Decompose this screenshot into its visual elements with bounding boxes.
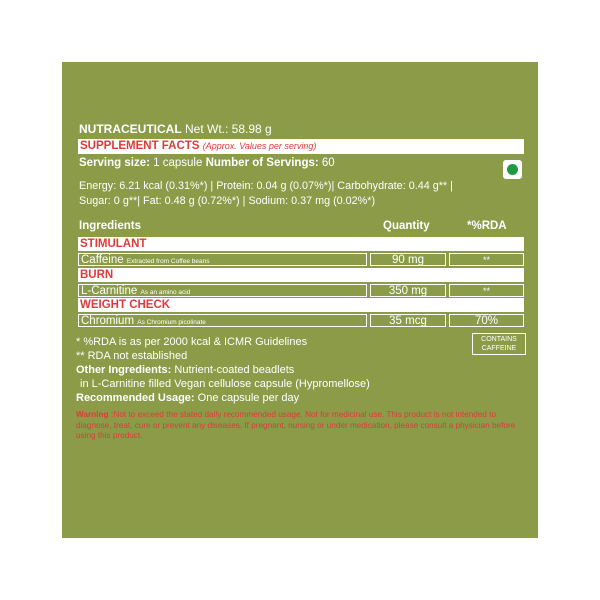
ingredient-cell	[78, 314, 367, 327]
ingredient-cell	[78, 284, 367, 297]
supplement-facts-heading	[80, 140, 316, 152]
ingredient-source: Extracted from Coffee beans	[126, 258, 210, 265]
brand-name: NUTRACEUTICAL	[79, 122, 182, 136]
ingredient-name: Chromium	[81, 315, 135, 327]
footnote-not-established: ** RDA not established	[76, 350, 188, 362]
net-weight: Net Wt.: 58.98 g	[185, 122, 272, 136]
col-header-ingredients: Ingredients	[79, 220, 141, 232]
footnote-rda-basis: * %RDA is as per 2000 kcal & ICMR Guidelines	[76, 336, 308, 348]
rda-cell: **	[449, 284, 524, 297]
category-bar	[78, 268, 524, 282]
rda-cell: 70%	[449, 314, 524, 327]
supplement-facts-title: SUPPLEMENT FACTS	[80, 140, 200, 152]
nutrition-line-2: Sugar: 0 g**| Fat: 0.48 g (0.72%*) | Sodium: 0.37 mg (0.02%*)	[79, 195, 376, 207]
col-header-quantity: Quantity	[383, 220, 430, 232]
warning-text	[76, 410, 526, 442]
col-header-rda: *%RDA	[467, 220, 507, 232]
veg-icon	[503, 160, 522, 179]
category-stimulant: STIMULANT	[80, 238, 147, 250]
ingredient-source: As Chromium picolinate	[137, 319, 206, 326]
contains-caffeine-badge	[472, 333, 526, 355]
warning-body: Not to exceed the stated daily recommended usage. Not for medicinal use. This product is not intended to diagnose, treat, cure or prevent any diseases. If pregnant, nursing or under medication, please consult a physician before using this product.	[76, 410, 516, 440]
rda-cell: **	[449, 253, 524, 266]
quantity-cell: 350 mg	[370, 284, 446, 297]
other-ingredients-value: Nutrient-coated beadlets	[174, 364, 295, 376]
category-burn: BURN	[80, 269, 114, 281]
other-ingredients-line	[76, 364, 294, 376]
warning-label: Warning :	[76, 410, 114, 419]
serving-line	[79, 157, 335, 169]
ingredient-source: As an amino acid	[140, 289, 191, 296]
usage-value: One capsule per day	[197, 392, 300, 404]
quantity-cell: 90 mg	[370, 253, 446, 266]
badge-line-1: CONTAINS	[481, 336, 517, 343]
header-line	[79, 122, 272, 136]
usage-label: Recommended Usage:	[76, 392, 195, 404]
ingredient-cell	[78, 253, 367, 266]
ingredient-name: Caffeine	[81, 254, 124, 266]
other-ingredients-value-2: in L-Carnitine filled Vegan cellulose capsule (Hypromellose)	[80, 378, 370, 390]
other-ingredients-label: Other Ingredients:	[76, 364, 172, 376]
quantity-cell: 35 mcg	[370, 314, 446, 327]
serving-size-value: 1 capsule	[153, 157, 203, 169]
servings-value: 60	[321, 157, 335, 169]
supplement-facts-note: (Approx. Values per serving)	[202, 141, 317, 151]
usage-line	[76, 392, 299, 404]
serving-size-label: Serving size:	[79, 157, 150, 169]
ingredient-name: L-Carnitine	[81, 285, 138, 297]
badge-line-2: CAFFEINE	[481, 345, 517, 352]
servings-label: Number of Servings:	[205, 157, 319, 169]
nutrition-line-1: Energy: 6.21 kcal (0.31%*) | Protein: 0.04 g (0.07%*)| Carbohydrate: 0.44 g** |	[79, 180, 453, 192]
category-weight-check: WEIGHT CHECK	[80, 299, 171, 311]
